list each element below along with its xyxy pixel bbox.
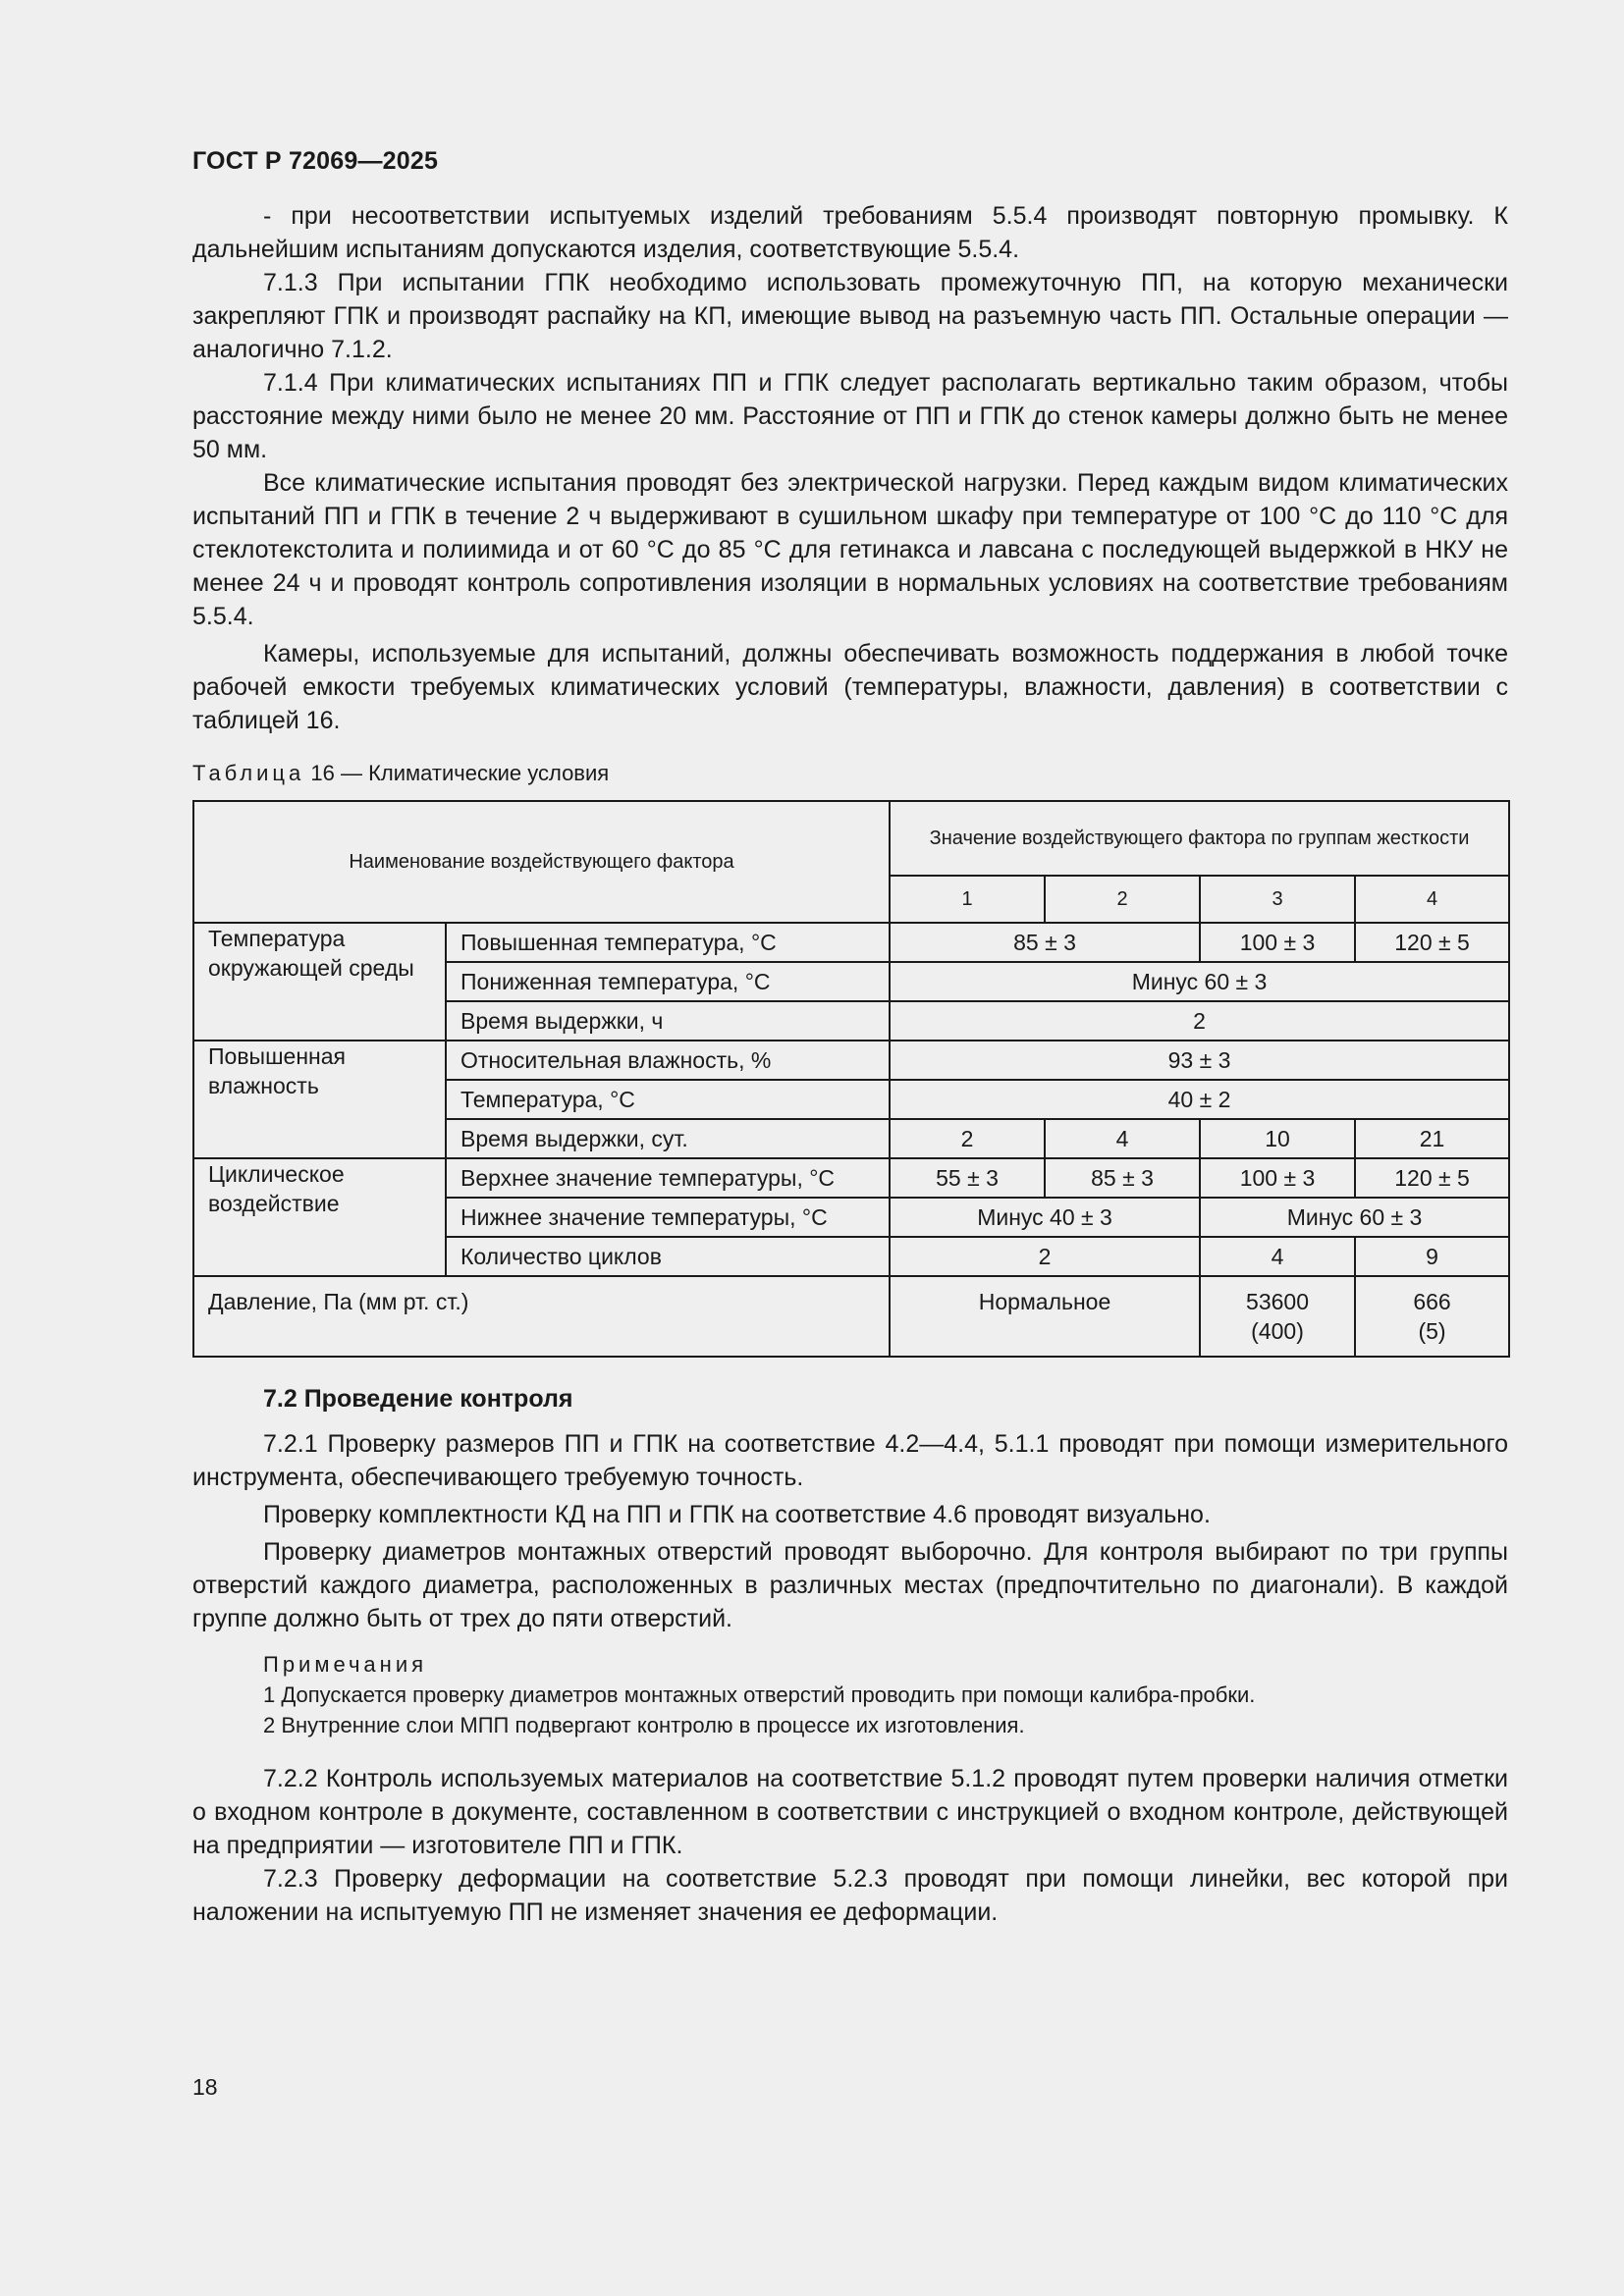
value-cell: 100 ± 3	[1200, 923, 1355, 962]
header-group-1: 1	[890, 876, 1045, 923]
paragraph-7-2-3: 7.2.3 Проверку деформации на соответствие 5.2.3 проводят при помощи линейки, вес которой при наложении на испытуемую ПП не изменяет значения ее деформации.	[192, 1865, 1508, 1926]
value-cell: 85 ± 3	[890, 923, 1200, 962]
note-item: 1 Допускается проверку диаметров монтажных отверстий проводить при помощи калибра-пробки.	[263, 1682, 1256, 1707]
param-cell: Верхнее значение температуры, °С	[446, 1158, 890, 1198]
param-cell: Относительная влажность, %	[446, 1041, 890, 1080]
value-cell: 93 ± 3	[890, 1041, 1509, 1080]
value-cell	[1200, 1276, 1355, 1357]
header-group-4: 4	[1355, 876, 1509, 923]
notes-title: Примечания	[263, 1652, 428, 1677]
value-line: 666	[1413, 1289, 1451, 1314]
param-cell: Повышенная температура, °С	[446, 923, 890, 962]
group-name-humidity: Повышенная влажность	[193, 1041, 446, 1158]
param-cell: Время выдержки, ч	[446, 1001, 890, 1041]
header-factor-name: Наименование воздействующего фактора	[193, 801, 890, 923]
value-cell: 85 ± 3	[1045, 1158, 1200, 1198]
value-cell: 4	[1200, 1237, 1355, 1276]
param-cell: Количество циклов	[446, 1237, 890, 1276]
table-row	[193, 1041, 1509, 1080]
table-row-pressure	[193, 1276, 1509, 1357]
paragraph-hole-check: Проверку диаметров монтажных отверстий проводят выборочно. Для контроля выбирают по три группы отверстий каждого диаметра, расположенных в различных местах (предпочтительно по диагонали). В каждой группе должно быть от трех до пяти отверстий.	[192, 1538, 1508, 1632]
value-cell: 100 ± 3	[1200, 1158, 1355, 1198]
note-item: 2 Внутренние слои МПП подвергают контролю в процессе их изготовления.	[263, 1713, 1025, 1737]
param-cell-pressure: Давление, Па (мм рт. ст.)	[193, 1276, 890, 1357]
value-cell: Минус 40 ± 3	[890, 1198, 1200, 1237]
param-cell: Нижнее значение температуры, °С	[446, 1198, 890, 1237]
table-row	[193, 923, 1509, 962]
value-cell: 120 ± 5	[1355, 1158, 1509, 1198]
document-id-header: ГОСТ Р 72069—2025	[192, 147, 439, 175]
table-caption-label: Таблица	[192, 761, 305, 785]
value-cell: 2	[890, 1237, 1200, 1276]
table-caption	[192, 761, 1508, 786]
value-cell: 120 ± 5	[1355, 923, 1509, 962]
value-line: (400)	[1251, 1318, 1304, 1344]
param-cell: Температура, °С	[446, 1080, 890, 1119]
paragraph-climatic-tests: Все климатические испытания проводят без электрической нагрузки. Перед каждым видом климатических испытаний ПП и ГПК в течение 2 ч выдерживают в сушильном шкафу при температуре от 100 °С до 110 °С для стеклотекстолита и полиимида и от 60 °С до 85 °С для гетинакса и лавсана с последующей выдержкой в НКУ не менее 24 ч и проводят контроль сопротивления изоляции в нормальных условиях на соответствие требованиям 5.5.4.	[192, 469, 1508, 630]
climate-conditions-table	[192, 800, 1510, 1358]
header-group-2: 2	[1045, 876, 1200, 923]
paragraph-7-2-1: 7.2.1 Проверку размеров ПП и ГПК на соответствие 4.2—4.4, 5.1.1 проводят при помощи измерительного инструмента, обеспечивающего требуемую точность.	[192, 1430, 1508, 1491]
paragraph-7-1-4: 7.1.4 При климатических испытаниях ПП и ГПК следует располагать вертикально таким образом, чтобы расстояние между ними было не менее 20 мм. Расстояние от ПП и ГПК до стенок камеры должно быть не менее 50 мм.	[192, 369, 1508, 463]
page-number: 18	[192, 2074, 218, 2100]
header-group-3: 3	[1200, 876, 1355, 923]
value-cell: Минус 60 ± 3	[1200, 1198, 1509, 1237]
paragraph-kd-check: Проверку комплектности КД на ПП и ГПК на соответствие 4.6 проводят визуально.	[263, 1501, 1211, 1528]
paragraph-7-1-3: 7.1.3 При испытании ГПК необходимо использовать промежуточную ПП, на которую механически закрепляют ГПК и производят распайку на КП, имеющие вывод на разъемную часть ПП. Остальные операции — аналогично 7.1.2.	[192, 269, 1508, 363]
value-cell: 2	[890, 1119, 1045, 1158]
paragraph-chambers: Камеры, используемые для испытаний, должны обеспечивать возможность поддержания в любой точке рабочей емкости требуемых климатических условий (температуры, влажности, давления) в соответствии с таблицей 16.	[192, 640, 1508, 734]
paragraph-7-2-2: 7.2.2 Контроль используемых материалов на соответствие 5.1.2 проводят путем проверки наличия отметки о входном контроле в документе, составленном в соответствии с инструкцией о входном контроле, действующей на предприятии — изготовителе ПП и ГПК.	[192, 1765, 1508, 1859]
value-line: (5)	[1418, 1318, 1446, 1344]
table-caption-title: 16 — Климатические условия	[310, 761, 610, 785]
value-cell: 55 ± 3	[890, 1158, 1045, 1198]
value-cell: Минус 60 ± 3	[890, 962, 1509, 1001]
header-factor-value: Значение воздействующего фактора по группам жесткости	[890, 801, 1509, 876]
value-cell: 2	[890, 1001, 1509, 1041]
notes-block	[263, 1649, 1508, 1740]
group-name-ambient-temperature: Температура окружающей среды	[193, 923, 446, 1041]
param-cell: Пониженная температура, °С	[446, 962, 890, 1001]
section-title-7-2: 7.2 Проведение контроля	[263, 1385, 573, 1413]
value-cell: 10	[1200, 1119, 1355, 1158]
paragraph-rinse-note: - при несоответствии испытуемых изделий требованиям 5.5.4 производят повторную промывку. К дальнейшим испытаниям допускаются изделия, соответствующие 5.5.4.	[192, 202, 1508, 263]
param-cell: Время выдержки, сут.	[446, 1119, 890, 1158]
document-page	[192, 147, 1508, 1929]
value-line: 53600	[1246, 1289, 1309, 1314]
table-row	[193, 1158, 1509, 1198]
group-name-cyclic: Циклическое воздействие	[193, 1158, 446, 1276]
table-header-row	[193, 801, 1509, 876]
value-cell: 40 ± 2	[890, 1080, 1509, 1119]
value-cell: 21	[1355, 1119, 1509, 1158]
value-cell: 4	[1045, 1119, 1200, 1158]
value-cell	[1355, 1276, 1509, 1357]
value-cell: 9	[1355, 1237, 1509, 1276]
value-cell: Нормальное	[890, 1276, 1200, 1357]
